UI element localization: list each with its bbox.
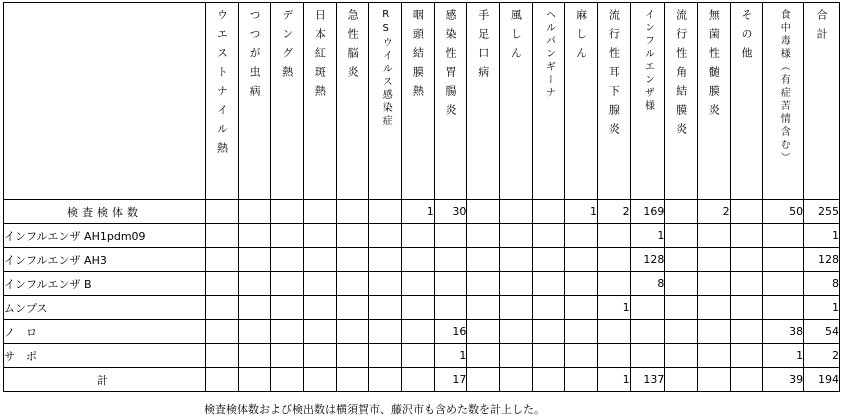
table-cell: [532, 296, 565, 320]
table-cell: [565, 320, 598, 344]
table-cell: [500, 272, 533, 296]
table-cell: 2: [804, 344, 840, 368]
table-row: [4, 296, 840, 320]
table-cell: [467, 224, 500, 248]
table-cell: [597, 224, 630, 248]
column-header: [369, 3, 402, 200]
row-label: 検査検体数: [4, 200, 206, 224]
column-header: [804, 3, 840, 200]
table-cell: [730, 272, 763, 296]
column-header-text: 急性脳炎: [346, 9, 360, 85]
table-cell: [402, 368, 435, 392]
row-label: 計: [4, 368, 206, 392]
table-cell: [565, 344, 598, 368]
table-cell: [238, 296, 271, 320]
table-cell: 17: [434, 368, 467, 392]
table-cell: [698, 344, 731, 368]
table-cell: [467, 200, 500, 224]
row-label: サ ポ: [4, 344, 206, 368]
row-label: ノ ロ: [4, 320, 206, 344]
column-header-text: ヘルパンギーナ: [543, 9, 555, 100]
column-header: [630, 3, 665, 200]
table-cell: [271, 344, 304, 368]
table-cell: [304, 248, 337, 272]
table-cell: [402, 224, 435, 248]
table-cell: 2: [597, 200, 630, 224]
table-row: [4, 272, 840, 296]
table-cell: [206, 272, 239, 296]
table-cell: [597, 272, 630, 296]
table-cell: 39: [763, 368, 804, 392]
table-cell: [206, 200, 239, 224]
table-cell: [698, 248, 731, 272]
table-cell: [271, 224, 304, 248]
table-cell: [665, 368, 698, 392]
table-cell: [271, 296, 304, 320]
table-cell: [730, 224, 763, 248]
row-label: ムンプス: [4, 296, 206, 320]
table-cell: [238, 368, 271, 392]
row-label: インフルエンザ AH3: [4, 248, 206, 272]
column-header: [336, 3, 369, 200]
table-cell: [369, 224, 402, 248]
table-cell: [434, 272, 467, 296]
column-header: [271, 3, 304, 200]
table-cell: [467, 344, 500, 368]
column-header: [206, 3, 239, 200]
table-cell: [565, 248, 598, 272]
table-cell: 1: [597, 296, 630, 320]
table-cell: [369, 368, 402, 392]
column-header-text: 麻しん: [574, 9, 588, 66]
table-cell: [698, 224, 731, 248]
table-cell: [500, 344, 533, 368]
table-cell: [402, 272, 435, 296]
column-header: [434, 3, 467, 200]
column-header-text: 流行性角結膜炎: [674, 9, 688, 142]
table-cell: [271, 200, 304, 224]
table-cell: [238, 200, 271, 224]
table-cell: 1: [434, 344, 467, 368]
table-row: [4, 248, 840, 272]
table-cell: [369, 248, 402, 272]
table-cell: [271, 272, 304, 296]
table-cell: [369, 296, 402, 320]
table-cell: [730, 368, 763, 392]
table-cell: [238, 248, 271, 272]
table-cell: [206, 368, 239, 392]
table-cell: [665, 344, 698, 368]
table-cell: 8: [804, 272, 840, 296]
table-cell: [500, 296, 533, 320]
table-cell: [665, 224, 698, 248]
table-cell: 255: [804, 200, 840, 224]
table-cell: [434, 248, 467, 272]
table-cell: [597, 344, 630, 368]
table-cell: [532, 248, 565, 272]
table-cell: [698, 296, 731, 320]
table-cell: [206, 344, 239, 368]
column-header-text: 流行性耳下腺炎: [607, 9, 621, 142]
corner-cell: [4, 3, 206, 200]
table-cell: [434, 296, 467, 320]
table-cell: 1: [804, 224, 840, 248]
column-header-text: デング熱: [280, 9, 294, 85]
table-cell: [336, 344, 369, 368]
table-cell: [630, 296, 665, 320]
table-cell: 128: [630, 248, 665, 272]
table-cell: [271, 368, 304, 392]
table-row: [4, 320, 840, 344]
table-cell: [730, 320, 763, 344]
table-row: [4, 200, 840, 224]
table-cell: [369, 200, 402, 224]
table-cell: [467, 272, 500, 296]
table-cell: [336, 224, 369, 248]
table-cell: [369, 272, 402, 296]
column-header-text: その他: [739, 9, 753, 66]
table-cell: [532, 224, 565, 248]
table-cell: 1: [597, 368, 630, 392]
table-cell: [369, 320, 402, 344]
table-cell: [336, 368, 369, 392]
table-cell: [763, 248, 804, 272]
table-cell: [402, 344, 435, 368]
table-cell: 128: [804, 248, 840, 272]
table-cell: [336, 296, 369, 320]
table-cell: 137: [630, 368, 665, 392]
table-cell: [500, 200, 533, 224]
table-cell: [336, 272, 369, 296]
table-cell: [665, 320, 698, 344]
table-cell: [304, 296, 337, 320]
table-cell: [402, 320, 435, 344]
table-cell: 16: [434, 320, 467, 344]
table-cell: [304, 224, 337, 248]
table-cell: [500, 368, 533, 392]
column-header: [698, 3, 731, 200]
column-header: [500, 3, 533, 200]
table-cell: [206, 248, 239, 272]
table-cell: [532, 368, 565, 392]
table-cell: 194: [804, 368, 840, 392]
table-cell: [206, 224, 239, 248]
table-cell: [336, 248, 369, 272]
table-cell: [532, 200, 565, 224]
table-cell: [336, 200, 369, 224]
column-header-text: 日本紅斑熱: [313, 9, 327, 104]
table-cell: [304, 200, 337, 224]
table-cell: [665, 272, 698, 296]
table-cell: [402, 248, 435, 272]
table-cell: [238, 224, 271, 248]
table-cell: [238, 320, 271, 344]
table-row: [4, 224, 840, 248]
table-cell: 38: [763, 320, 804, 344]
column-header-text: つつが虫病: [248, 9, 262, 104]
table-cell: [500, 224, 533, 248]
table-cell: [730, 296, 763, 320]
row-label: インフルエンザ AH1pdm09: [4, 224, 206, 248]
column-header-text: 咽頭結膜熱: [411, 9, 425, 104]
column-header-text: 風しん: [509, 9, 523, 66]
table-cell: [665, 200, 698, 224]
column-header: [467, 3, 500, 200]
column-header: [238, 3, 271, 200]
table-row: [4, 368, 840, 392]
column-header: [304, 3, 337, 200]
table-cell: [206, 296, 239, 320]
column-header: [402, 3, 435, 200]
table-row: [4, 344, 840, 368]
table-cell: [500, 320, 533, 344]
table-cell: [730, 344, 763, 368]
column-header-text: 合計: [815, 9, 829, 47]
table-cell: [565, 224, 598, 248]
table-cell: [467, 296, 500, 320]
table-cell: [467, 320, 500, 344]
table-cell: [763, 224, 804, 248]
table-cell: [565, 272, 598, 296]
table-cell: [336, 320, 369, 344]
table-cell: [597, 248, 630, 272]
table-cell: [532, 272, 565, 296]
table-cell: 50: [763, 200, 804, 224]
table-cell: [665, 296, 698, 320]
column-header: [532, 3, 565, 200]
header-row: [4, 3, 840, 200]
table-cell: [532, 320, 565, 344]
footnote: 検査検体数および検出数は横須賀市、藤沢市も含めた数を計上した。: [204, 403, 545, 416]
row-label: インフルエンザ B: [4, 272, 206, 296]
table-cell: [630, 320, 665, 344]
table-cell: 30: [434, 200, 467, 224]
table-cell: 1: [402, 200, 435, 224]
table-cell: [730, 248, 763, 272]
table-cell: [434, 224, 467, 248]
table-cell: [206, 320, 239, 344]
table-cell: [565, 368, 598, 392]
table-cell: [698, 320, 731, 344]
table-cell: [369, 344, 402, 368]
column-header-text: インフルエンザ様: [642, 9, 654, 113]
table-cell: [304, 344, 337, 368]
table-cell: [467, 368, 500, 392]
table-cell: 1: [565, 200, 598, 224]
table-cell: [532, 344, 565, 368]
table-cell: [271, 320, 304, 344]
column-header: [597, 3, 630, 200]
column-header-text: RSウイルス感染症: [380, 9, 392, 128]
table-cell: [271, 248, 304, 272]
table-cell: 169: [630, 200, 665, 224]
table-cell: [304, 272, 337, 296]
column-header-text: ウエストナイル熱: [215, 9, 229, 161]
table-cell: [238, 272, 271, 296]
table-body: [4, 200, 840, 392]
table-cell: [565, 296, 598, 320]
table-cell: [763, 272, 804, 296]
column-header-text: 食中毒様（有症苦情含む）: [778, 9, 790, 165]
table-cell: 1: [630, 224, 665, 248]
table-cell: 8: [630, 272, 665, 296]
column-header: [665, 3, 698, 200]
table-cell: 1: [763, 344, 804, 368]
column-header-text: 感染性胃腸炎: [444, 9, 458, 123]
table-cell: [630, 344, 665, 368]
column-header: [763, 3, 804, 200]
column-header-text: 無菌性髄膜炎: [707, 9, 721, 123]
table-cell: [665, 248, 698, 272]
column-header: [565, 3, 598, 200]
table-cell: [304, 320, 337, 344]
column-header-text: 手足口病: [476, 9, 490, 85]
table-cell: [597, 320, 630, 344]
table-cell: 54: [804, 320, 840, 344]
virus-detection-table: [3, 2, 840, 392]
column-header: [730, 3, 763, 200]
table-cell: [500, 248, 533, 272]
table-cell: [304, 368, 337, 392]
table-cell: [698, 368, 731, 392]
table-cell: 2: [698, 200, 731, 224]
table-cell: [730, 200, 763, 224]
table-cell: [238, 344, 271, 368]
table-cell: [467, 248, 500, 272]
table-cell: 1: [804, 296, 840, 320]
table-cell: [763, 296, 804, 320]
table-cell: [402, 296, 435, 320]
table-cell: [698, 272, 731, 296]
